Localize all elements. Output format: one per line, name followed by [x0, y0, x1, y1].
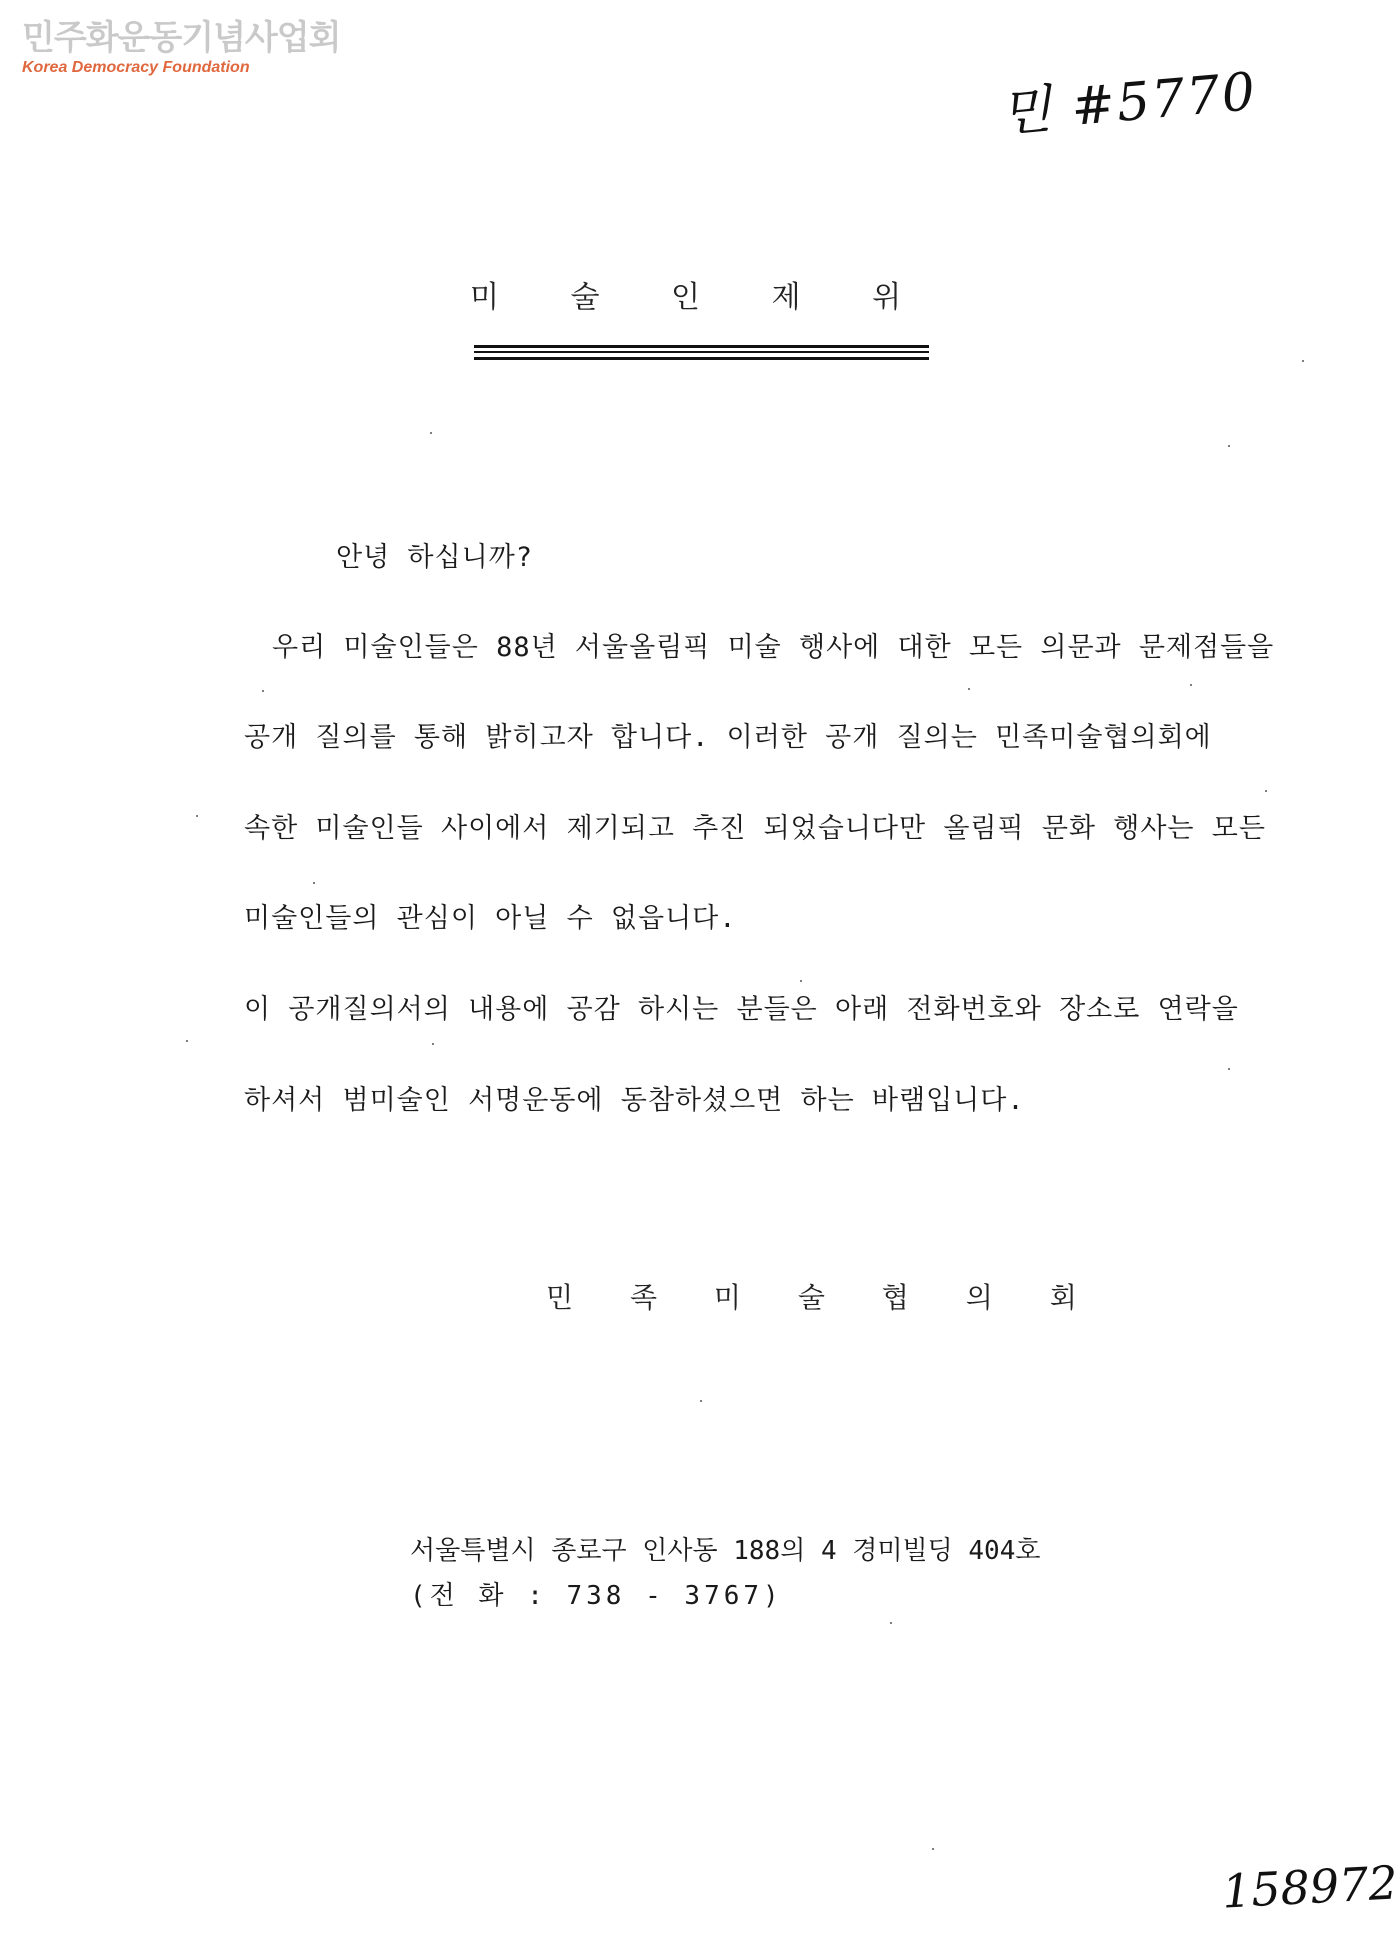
contact-address: 서울특별시 종로구 인사동 188의 4 경미빌딩 404호: [410, 1536, 1041, 1566]
scan-speck: [432, 1043, 434, 1045]
body-line: 이 공개질의서의 내용에 공감 하시는 분들은 아래 전화번호와 장소로 연락을: [244, 994, 1239, 1025]
body-line: 속한 미술인들 사이에서 제기되고 추진 되었습니다만 올림픽 문화 행사는 모든: [244, 813, 1266, 844]
scan-speck: [262, 690, 264, 692]
document-title: 미 술 인 제 위: [470, 280, 902, 315]
title-underline: [474, 345, 929, 348]
scan-speck: [800, 980, 802, 982]
scan-speck: [430, 432, 432, 434]
body-line: 하셔서 범미술인 서명운동에 동참하셨으면 하는 바램입니다.: [244, 1085, 1025, 1116]
greeting: 안녕 하십니까?: [336, 542, 534, 573]
title-underline: [474, 357, 929, 360]
scan-speck: [313, 882, 315, 884]
scan-speck: [1265, 790, 1267, 792]
scan-speck: [1228, 445, 1230, 447]
scan-speck: [196, 815, 198, 817]
scan-speck: [1302, 360, 1304, 362]
scan-speck: [932, 1848, 934, 1850]
scan-speck: [890, 1622, 892, 1624]
handwritten-document-number: 158972: [1220, 1855, 1399, 1919]
scan-speck: [1190, 684, 1192, 686]
scan-speck: [968, 688, 970, 690]
scan-speck: [1228, 1068, 1230, 1070]
foundation-watermark: [22, 18, 341, 78]
contact-phone: (전 화 : 738 - 3767): [410, 1581, 783, 1611]
body-line: 공개 질의를 통해 밝히고자 합니다. 이러한 공개 질의는 민족미술협의회에: [244, 722, 1212, 753]
body-line: 미술인들의 관심이 아닐 수 없읍니다.: [244, 903, 737, 934]
signature-organization: 민 족 미 술 협 의 회: [546, 1281, 1077, 1314]
body-line: 우리 미술인들은 88년 서울올림픽 미술 행사에 대한 모든 의문과 문제점들을: [272, 632, 1275, 663]
scan-speck: [186, 1040, 188, 1042]
handwritten-archive-number: 민 #5770: [998, 61, 1260, 145]
watermark-english: Korea Democracy Foundation: [22, 59, 250, 76]
watermark-korean: 민주화운동기념사업회: [22, 18, 341, 58]
title-underline: [474, 351, 929, 353]
scan-speck: [700, 1400, 702, 1402]
